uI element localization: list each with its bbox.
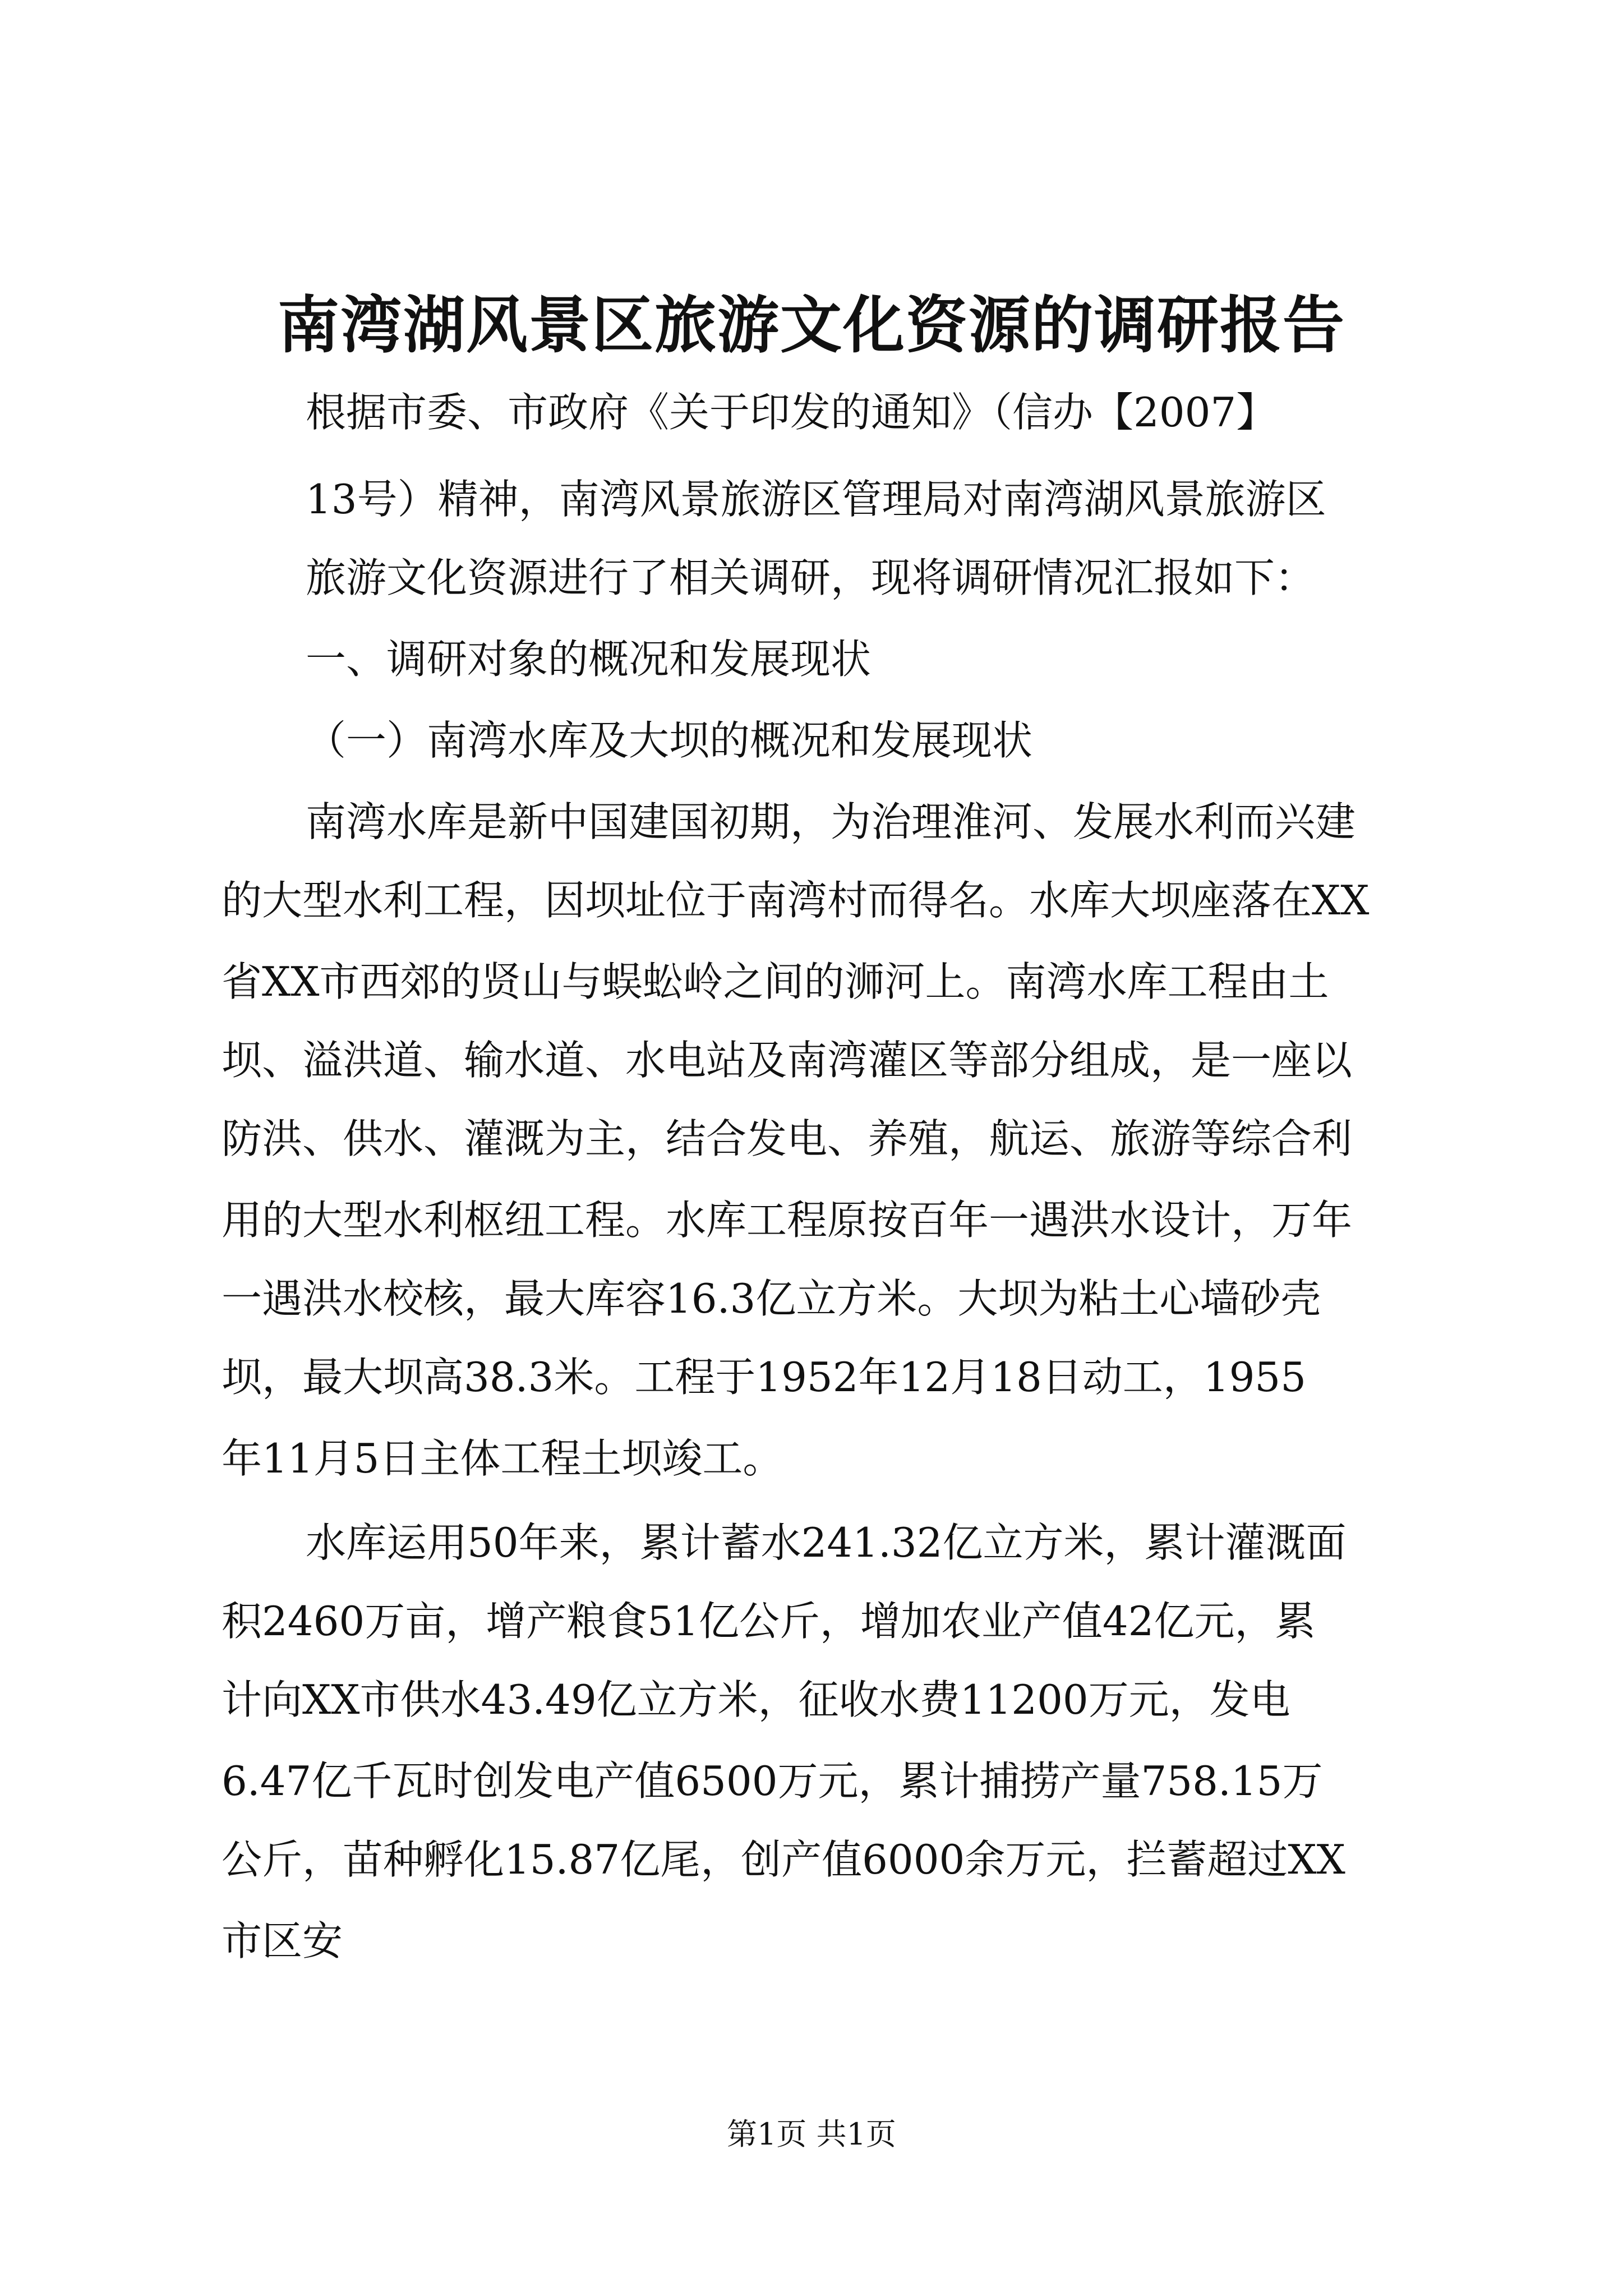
- paragraph-line: 公斤，苗种孵化15.87亿尾，创产值6000余万元，拦蓄超过XX: [222, 1836, 1345, 1883]
- paragraph-line: 南湾水库是新中国建国初期，为治理淮河、发展水利而兴建: [306, 798, 1356, 845]
- subsection-heading: （一）南湾水库及大坝的概况和发展现状: [306, 717, 1033, 764]
- paragraph-line: 用的大型水利枢纽工程。水库工程原按百年一遇洪水设计，万年: [222, 1197, 1353, 1244]
- paragraph-line: 6.47亿千瓦时创发电产值6500万元，累计捕捞产量758.15万: [222, 1757, 1323, 1805]
- paragraph-line: 坝，最大坝高38.3米。工程于1952年12月18日动工，1955: [222, 1354, 1307, 1401]
- paragraph-line: 市区安: [222, 1917, 343, 1964]
- section-heading: 一、调研对象的概况和发展现状: [306, 636, 872, 683]
- paragraph-line: 计向XX市供水43.49亿立方米，征收水费11200万元，发电: [222, 1676, 1290, 1723]
- paragraph-line: 防洪、供水、灌溉为主，结合发电、养殖，航运、旅游等综合利: [222, 1115, 1353, 1162]
- paragraph-line: 根据市委、市政府《关于印发的通知》（信办【2007】: [306, 389, 1277, 436]
- paragraph-line: 一遇洪水校核，最大库容16.3亿立方米。大坝为粘土心墙砂壳: [222, 1275, 1321, 1322]
- paragraph-line: 年11月5日主体工程土坝竣工。: [222, 1435, 783, 1482]
- paragraph-line: 13号）精神，南湾风景旅游区管理局对南湾湖风景旅游区: [306, 476, 1326, 523]
- paragraph-line: 积2460万亩，增产粮食51亿公斤，增加农业产值42亿元，累: [222, 1598, 1316, 1645]
- paragraph-line: 省XX市西郊的贤山与蜈蚣岭之间的浉河上。南湾水库工程由土: [222, 958, 1329, 1005]
- page-footer: 第1页 共1页: [727, 2116, 896, 2152]
- paragraph-line: 水库运用50年来，累计蓄水241.32亿立方米，累计灌溉面: [306, 1519, 1347, 1566]
- paragraph-line: 旅游文化资源进行了相关调研，现将调研情况汇报如下：: [306, 554, 1316, 601]
- paragraph-line: 的大型水利工程，因坝址位于南湾村而得名。水库大坝座落在XX: [222, 877, 1370, 924]
- document-title: 南湾湖风景区旅游文化资源的调研报告: [278, 289, 1345, 361]
- paragraph-line: 坝、溢洪道、输水道、水电站及南湾灌区等部分组成，是一座以: [222, 1037, 1353, 1084]
